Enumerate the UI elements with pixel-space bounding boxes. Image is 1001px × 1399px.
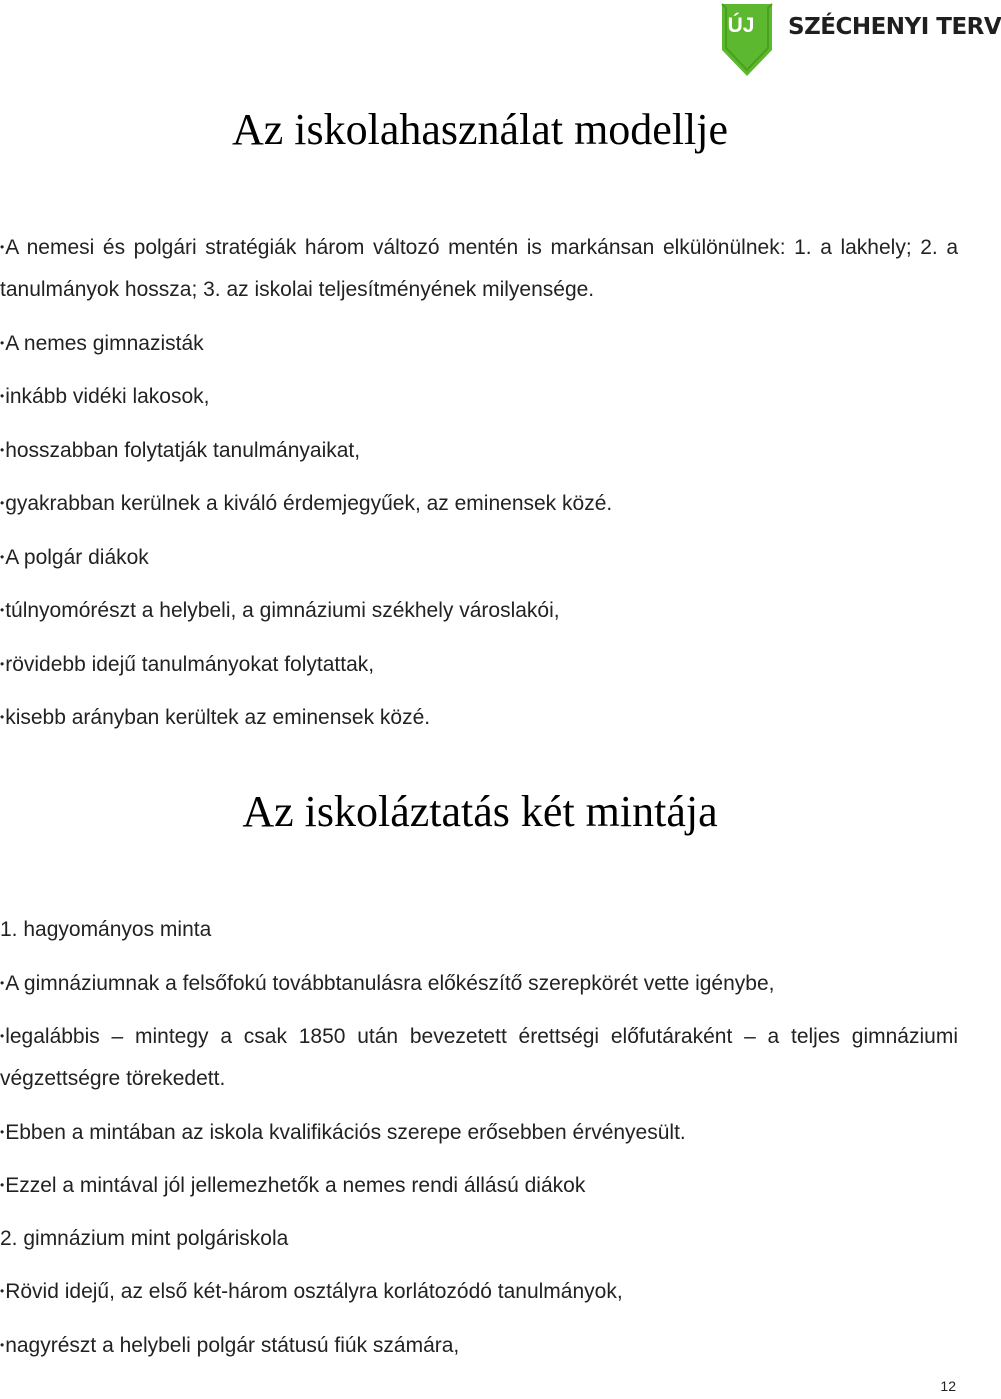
bullet-item: • Rövid idejű, az első két-három osztályra korlátozódó tanulmányok, — [0, 1270, 958, 1313]
logo-mark-text: ÚJ — [727, 14, 755, 37]
bullet-item: • A polgár diákok — [0, 536, 958, 579]
section-body-iskolahasznalat — [0, 226, 958, 739]
section-title-iskoláztatás: Az iskoláztatás két mintája — [242, 787, 718, 836]
szechenyi-terv-logo — [712, 0, 1001, 78]
list-heading: 1. hagyományos minta — [0, 918, 212, 941]
bullet-item: • legalábbis – mintegy a csak 1850 után bevezetett érettségi előfutáraként – a teljes gimnáziumi végzettségre törekedett. — [0, 1015, 958, 1100]
section-title-iskolahasznalat: Az iskolahasználat modellje — [231, 105, 729, 154]
list-heading: 2. gimnázium mint polgáriskola — [0, 1226, 289, 1250]
page-number: 12 — [940, 1378, 956, 1394]
bullet-item: • A gimnáziumnak a felsőfokú továbbtanulásra előkészítő szerepkörét vette igénybe, — [0, 962, 958, 1005]
bullet-item: • Ebben a mintában az iskola kvalifikációs szerepe erősebben érvényesült. — [0, 1111, 958, 1154]
bullet-item: • túlnyomórészt a helybeli, a gimnáziumi székhely városlakói, — [0, 589, 958, 632]
bullet-item: • A nemes gimnazisták — [0, 322, 958, 365]
bullet-item: • hosszabban folytatják tanulmányaikat, — [0, 429, 958, 472]
bullet-item: • nagyrészt a helybeli polgár státusú fiúk számára, — [0, 1324, 958, 1367]
bullet-item: • Ezzel a mintával jól jellemezhetők a nemes rendi állású diákok — [0, 1164, 958, 1207]
bullet-item: • inkább vidéki lakosok, — [0, 375, 958, 418]
bullet-item: • kisebb arányban kerültek az eminensek közé. — [0, 696, 958, 739]
logo-wordmark: SZÉCHENYI TERV — [788, 14, 1001, 40]
bullet-item: • gyakrabban kerülnek a kiváló érdemjegyűek, az eminensek közé. — [0, 482, 958, 525]
bullet-item: • rövidebb idejű tanulmányokat folytattak, — [0, 643, 958, 686]
section-body-iskolaztatas — [0, 909, 958, 1367]
bullet-item: • A nemesi és polgári stratégiák három változó mentén is markánsan elkülönülnek: 1. a lakhely; 2. a tanulmányok hossza; 3. az iskolai teljesítményének milyensége. — [0, 226, 958, 311]
